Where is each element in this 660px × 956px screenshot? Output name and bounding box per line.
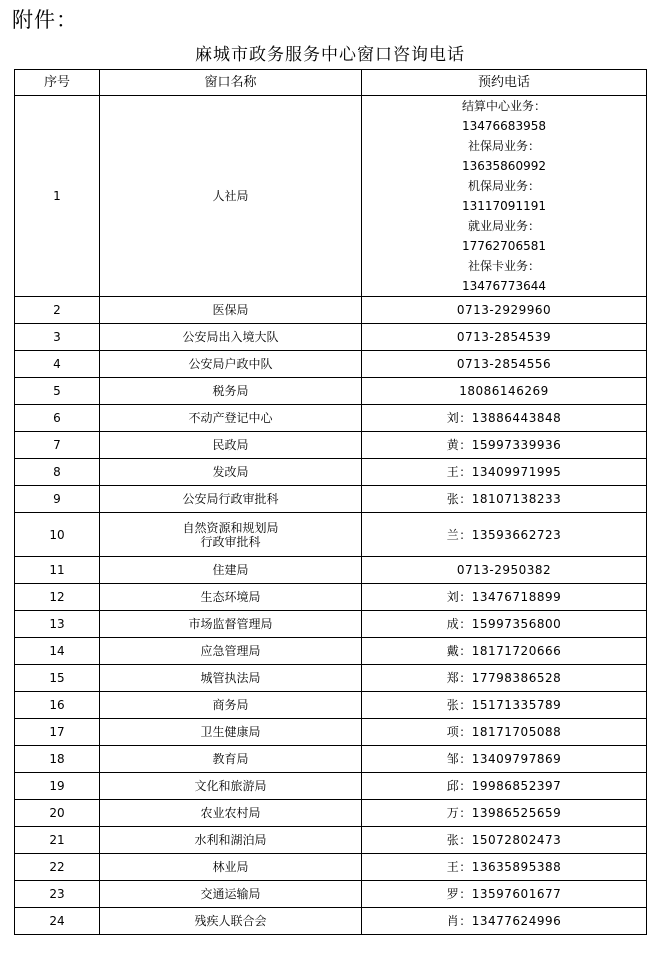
attachment-label: 附件： bbox=[12, 8, 78, 32]
table-row bbox=[15, 827, 647, 854]
row-window-name: 公安局行政审批科 bbox=[100, 486, 362, 513]
row-seq: 22 bbox=[15, 854, 100, 881]
row-seq: 11 bbox=[15, 557, 100, 584]
phone-entry-number: 17762706581 bbox=[462, 239, 546, 253]
row-window-name: 人社局 bbox=[100, 96, 362, 297]
table-row bbox=[15, 665, 647, 692]
row-phone: 黄：15997339936 bbox=[362, 432, 647, 459]
row-phone: 郑：17798386528 bbox=[362, 665, 647, 692]
table-row bbox=[15, 486, 647, 513]
table-row bbox=[15, 96, 647, 297]
phone-entry-label: 社保卡业务： bbox=[467, 259, 540, 273]
table-body bbox=[15, 96, 647, 935]
phone-entry-number: 13117091191 bbox=[462, 199, 546, 213]
phone-entry-number: 13476773644 bbox=[462, 279, 546, 293]
row-phone: 0713-2854539 bbox=[362, 324, 647, 351]
row-phone: 邱：19986852397 bbox=[362, 773, 647, 800]
row-seq: 5 bbox=[15, 378, 100, 405]
row-seq: 23 bbox=[15, 881, 100, 908]
row-window-name: 不动产登记中心 bbox=[100, 405, 362, 432]
phone-entry-label: 机保局业务： bbox=[467, 179, 540, 193]
row-phone: 张：15072802473 bbox=[362, 827, 647, 854]
row-phone: 0713-2950382 bbox=[362, 557, 647, 584]
row-phone: 张：15171335789 bbox=[362, 692, 647, 719]
row-window-name: 商务局 bbox=[100, 692, 362, 719]
row-seq: 6 bbox=[15, 405, 100, 432]
row-seq: 4 bbox=[15, 351, 100, 378]
row-seq: 3 bbox=[15, 324, 100, 351]
phone-entry-number: 13635860992 bbox=[462, 159, 546, 173]
row-window-name: 应急管理局 bbox=[100, 638, 362, 665]
row-seq: 12 bbox=[15, 584, 100, 611]
row-seq: 19 bbox=[15, 773, 100, 800]
table-row bbox=[15, 611, 647, 638]
phone-entry-label: 就业局业务： bbox=[467, 219, 540, 233]
phone-entry-number: 13476683958 bbox=[462, 119, 546, 133]
row-window-name: 生态环境局 bbox=[100, 584, 362, 611]
row-phone-list bbox=[362, 96, 647, 297]
header-window-name: 窗口名称 bbox=[100, 70, 362, 96]
table-row bbox=[15, 854, 647, 881]
row-window-name-line: 行政审批科 bbox=[200, 534, 261, 549]
table-row bbox=[15, 405, 647, 432]
table-row bbox=[15, 557, 647, 584]
row-window-name: 交通运输局 bbox=[100, 881, 362, 908]
table-row bbox=[15, 584, 647, 611]
row-seq: 24 bbox=[15, 908, 100, 935]
row-seq: 10 bbox=[15, 513, 100, 557]
row-window-name: 残疾人联合会 bbox=[100, 908, 362, 935]
row-phone: 项：18171705088 bbox=[362, 719, 647, 746]
header-seq: 序号 bbox=[15, 70, 100, 96]
row-seq: 9 bbox=[15, 486, 100, 513]
table-row bbox=[15, 908, 647, 935]
row-window-name: 市场监督管理局 bbox=[100, 611, 362, 638]
row-phone: 兰：13593662723 bbox=[362, 513, 647, 557]
row-seq: 17 bbox=[15, 719, 100, 746]
table-row bbox=[15, 432, 647, 459]
table-row bbox=[15, 297, 647, 324]
header-phone: 预约电话 bbox=[362, 70, 647, 96]
row-window-name: 教育局 bbox=[100, 746, 362, 773]
row-phone: 戴：18171720666 bbox=[362, 638, 647, 665]
row-window-name: 发改局 bbox=[100, 459, 362, 486]
row-window-name: 水利和湖泊局 bbox=[100, 827, 362, 854]
row-seq: 13 bbox=[15, 611, 100, 638]
row-seq: 7 bbox=[15, 432, 100, 459]
table-row bbox=[15, 800, 647, 827]
table-row bbox=[15, 351, 647, 378]
table-row bbox=[15, 638, 647, 665]
row-seq: 21 bbox=[15, 827, 100, 854]
row-phone: 邹：13409797869 bbox=[362, 746, 647, 773]
table-row bbox=[15, 378, 647, 405]
row-seq: 2 bbox=[15, 297, 100, 324]
row-phone: 0713-2929960 bbox=[362, 297, 647, 324]
row-phone: 成：15997356800 bbox=[362, 611, 647, 638]
row-seq: 16 bbox=[15, 692, 100, 719]
row-phone: 18086146269 bbox=[362, 378, 647, 405]
row-window-name: 林业局 bbox=[100, 854, 362, 881]
table-row bbox=[15, 773, 647, 800]
row-phone: 0713-2854556 bbox=[362, 351, 647, 378]
row-phone: 万：13986525659 bbox=[362, 800, 647, 827]
table-row bbox=[15, 692, 647, 719]
row-window-name bbox=[100, 513, 362, 557]
table-row bbox=[15, 324, 647, 351]
phone-entry-label: 结算中心业务： bbox=[461, 99, 546, 113]
row-window-name: 农业农村局 bbox=[100, 800, 362, 827]
row-window-name: 公安局出入境大队 bbox=[100, 324, 362, 351]
row-phone: 刘：13886443848 bbox=[362, 405, 647, 432]
table-header-row bbox=[15, 70, 647, 96]
phone-directory-table bbox=[14, 69, 647, 935]
row-phone: 刘：13476718899 bbox=[362, 584, 647, 611]
row-seq: 20 bbox=[15, 800, 100, 827]
row-window-name: 城管执法局 bbox=[100, 665, 362, 692]
row-window-name: 医保局 bbox=[100, 297, 362, 324]
row-phone: 王：13409971995 bbox=[362, 459, 647, 486]
row-seq: 18 bbox=[15, 746, 100, 773]
row-window-name: 住建局 bbox=[100, 557, 362, 584]
row-window-name: 公安局户政中队 bbox=[100, 351, 362, 378]
document-title: 麻城市政务服务中心窗口咨询电话 bbox=[195, 45, 465, 65]
row-window-name-line: 自然资源和规划局 bbox=[182, 520, 279, 535]
table-row bbox=[15, 746, 647, 773]
row-window-name: 文化和旅游局 bbox=[100, 773, 362, 800]
row-phone: 罗：13597601677 bbox=[362, 881, 647, 908]
table-row bbox=[15, 513, 647, 557]
table-row bbox=[15, 459, 647, 486]
phone-entry-label: 社保局业务： bbox=[467, 139, 540, 153]
row-window-name: 税务局 bbox=[100, 378, 362, 405]
row-seq: 15 bbox=[15, 665, 100, 692]
row-phone: 张：18107138233 bbox=[362, 486, 647, 513]
row-window-name: 民政局 bbox=[100, 432, 362, 459]
row-seq: 8 bbox=[15, 459, 100, 486]
row-seq: 14 bbox=[15, 638, 100, 665]
table-row bbox=[15, 719, 647, 746]
row-phone: 肖：13477624996 bbox=[362, 908, 647, 935]
row-window-name: 卫生健康局 bbox=[100, 719, 362, 746]
row-phone: 王：13635895388 bbox=[362, 854, 647, 881]
table-row bbox=[15, 881, 647, 908]
row-seq: 1 bbox=[15, 96, 100, 297]
